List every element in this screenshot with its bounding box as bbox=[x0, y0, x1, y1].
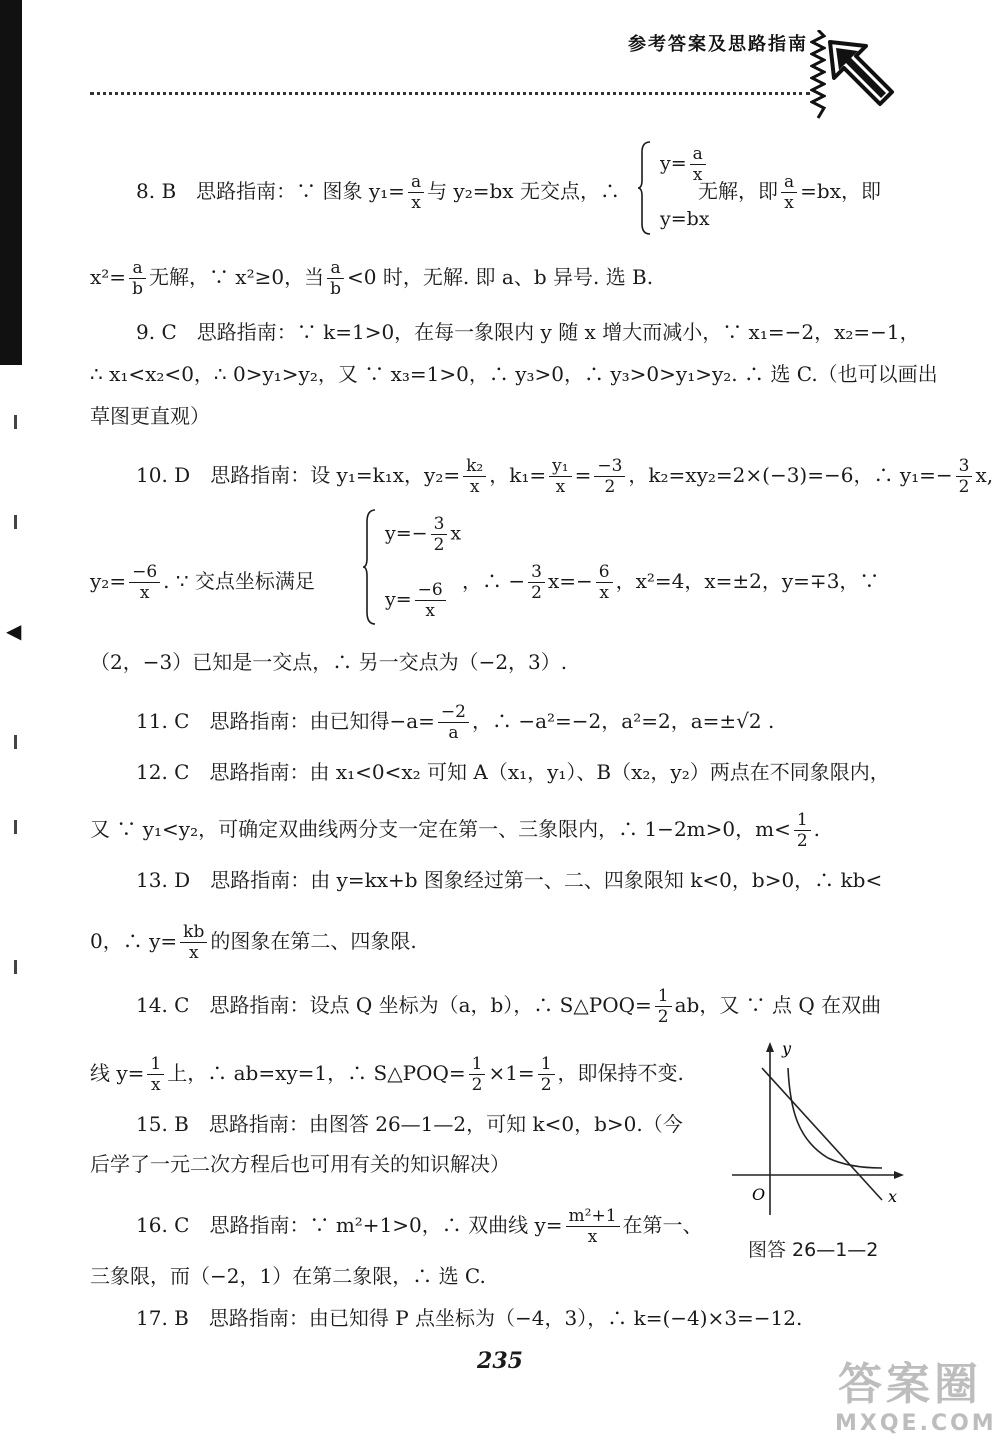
origin-label: O bbox=[752, 1185, 766, 1204]
q13-line1: 13. D 思路指南：由 y=kx+b 图象经过第一、二、四象限知 k<0，b>0，∴ kb< bbox=[136, 868, 883, 892]
x-axis-label: x bbox=[888, 1187, 898, 1206]
q10-line3: （2，−3）已知是一交点，∴ 另一交点为（−2，3）. bbox=[90, 650, 568, 674]
figure-hyperbola-line-graph bbox=[730, 1040, 910, 1220]
fraction: $\frac{1}{2}$ bbox=[469, 1054, 486, 1095]
page-number: 235 bbox=[477, 1348, 523, 1374]
fraction: $\frac{a}{x}$ bbox=[781, 172, 797, 213]
fraction: $\frac{3}{2}$ bbox=[956, 456, 973, 497]
fraction: $\frac{\text{m²+1}}{x}$ bbox=[566, 1206, 620, 1247]
arrow-up-left-icon bbox=[826, 38, 896, 108]
fraction: $\frac{\text{y₁}}{x}$ bbox=[549, 456, 571, 497]
fraction: $\frac{6}{x}$ bbox=[596, 562, 613, 603]
q9-line1: 9. C 思路指南：∵ k=1>0，在每一象限内 y 随 x 增大而减小，∵ x₁=−2，x₂=−1， bbox=[136, 320, 920, 344]
fraction: $\frac{a}{b}$ bbox=[129, 258, 146, 299]
fraction: $\frac{-3}{2}$ bbox=[594, 456, 625, 497]
fraction: $\frac{-2}{a}$ bbox=[438, 702, 469, 743]
q8-line2: x²= $\frac{a}{b}$ 无解，∵ x²≥0，当 $\frac{a}{b}$ <0 时，无解. 即 a、b 异号. 选 B. bbox=[90, 258, 654, 299]
fraction: $\frac{-6}{x}$ bbox=[129, 562, 160, 603]
q15-line2: 后学了一元二次方程后也可用有关的知识解决） bbox=[90, 1152, 510, 1176]
q16-line2: 三象限，而（−2，1）在第二象限，∴ 选 C. bbox=[90, 1264, 486, 1288]
straight-line bbox=[762, 1068, 882, 1200]
q8-line1: 8. B 思路指南：∵ 图象 y₁= $\frac{a}{x}$ 与 y₂=bx 无交点，∴ bbox=[136, 172, 620, 213]
q13-line2: 0，∴ y= $\frac{kb}{x}$ 的图象在第二、四象限. bbox=[90, 922, 417, 963]
q14-line1: 14. C 思路指南：设点 Q 坐标为（a，b），∴ S△POQ= $\frac{1}{2}$ ab，又 ∵ 点 Q 在双曲 bbox=[136, 986, 882, 1027]
margin-tick bbox=[14, 960, 17, 974]
fraction: $\frac{a}{x}$ bbox=[408, 172, 424, 213]
x-axis-arrow-icon bbox=[894, 1171, 904, 1179]
q12-line1: 12. C 思路指南：由 x₁<0<x₂ 可知 A（x₁，y₁）、B（x₂，y₂）两点在不同象限内， bbox=[136, 760, 890, 784]
fraction: $\frac{1}{2}$ bbox=[538, 1054, 555, 1095]
q8-equation-system: y= $\frac{a}{x}$ y=bx bbox=[638, 140, 698, 240]
fraction: $\frac{a}{x}$ bbox=[690, 144, 706, 185]
q11-line1: 11. C 思路指南：由已知得−a= $\frac{-2}{a}$ ，∴ −a²=−2，a²=2，a=±√2 . bbox=[136, 702, 775, 743]
page-header-title: 参考答案及思路指南 bbox=[628, 34, 808, 55]
q10-line1: 10. D 思路指南：设 y₁=k₁x，y₂= $\frac{\text{k₂}}{x}$ ，k₁= $\frac{\text{y₁}}{x}$ = $\frac{-3}{2}$ ，k₂=xy₂=2×(−3)=−6，∴ y₁=− $\frac{3}{2}$ x, bbox=[136, 456, 994, 497]
fraction: $\frac{1}{x}$ bbox=[147, 1054, 164, 1095]
y-axis-arrow-icon bbox=[766, 1042, 774, 1052]
q10-equation-system: y=− $\frac{3}{2}$ x y= $\frac{-6}{x}$ bbox=[363, 508, 463, 628]
left-triangle-icon: ◀ bbox=[6, 619, 22, 643]
fraction: $\frac{3}{2}$ bbox=[431, 514, 448, 555]
q9-line2: ∴ x₁<x₂<0，∴ 0>y₁>y₂，又 ∵ x₃=1>0，∴ y₃>0，∴ y₃>0>y₁>y₂. ∴ 选 C.（也可以画出 bbox=[90, 362, 938, 386]
margin-tick bbox=[14, 735, 17, 749]
figure-caption: 图答 26—1—2 bbox=[748, 1239, 879, 1261]
left-brace-icon bbox=[363, 508, 377, 626]
q16-line1: 16. C 思路指南：∵ m²+1>0，∴ 双曲线 y= $\frac{\text{m²+1}}{x}$ 在第一、 bbox=[136, 1206, 703, 1247]
site-watermark-logo: 答案圈 MXQE.COM bbox=[835, 1359, 997, 1436]
fraction: $\frac{kb}{x}$ bbox=[180, 922, 207, 963]
q12-line2: 又 ∵ y₁<y₂，可确定双曲线两分支一定在第一、三象限内，∴ 1−2m>0，m< $\frac{1}{2}$ . bbox=[90, 810, 821, 851]
fraction: $\frac{\text{k₂}}{x}$ bbox=[463, 456, 486, 497]
hyperbola-curve bbox=[788, 1068, 882, 1168]
fraction: $\frac{3}{2}$ bbox=[528, 562, 545, 603]
margin-tick bbox=[14, 415, 17, 429]
margin-tick bbox=[14, 515, 17, 529]
binding-strip bbox=[0, 0, 22, 365]
left-brace-icon bbox=[638, 140, 652, 236]
q8-line1-tail: 无解，即 $\frac{a}{x}$ =bx，即 bbox=[698, 172, 881, 213]
margin-tick bbox=[14, 820, 17, 834]
q15-line1: 15. B 思路指南：由图答 26—1—2，可知 k<0，b>0.（今 bbox=[136, 1112, 683, 1136]
fraction: $\frac{-6}{x}$ bbox=[415, 580, 446, 621]
header-dotted-rule bbox=[90, 92, 810, 95]
y-axis-label: y bbox=[782, 1040, 792, 1058]
fraction: $\frac{a}{b}$ bbox=[327, 258, 344, 299]
fraction: $\frac{1}{2}$ bbox=[794, 810, 811, 851]
q17-line1: 17. B 思路指南：由已知得 P 点坐标为（−4，3），∴ k=(−4)×3=−12. bbox=[136, 1306, 803, 1330]
fraction: $\frac{1}{2}$ bbox=[655, 986, 672, 1027]
q14-line2: 线 y= $\frac{1}{x}$ 上，∴ ab=xy=1，∴ S△POQ= $\frac{1}{2}$ ×1= $\frac{1}{2}$ ，即保持不变. bbox=[90, 1054, 684, 1095]
q10-line2-head: y₂= $\frac{-6}{x}$ . ∵ 交点坐标满足 bbox=[90, 562, 315, 603]
q9-line3: 草图更直观） bbox=[90, 404, 210, 428]
zigzag-border-icon bbox=[810, 30, 826, 120]
q10-line2-tail: ，∴ − $\frac{3}{2}$ x=− $\frac{6}{x}$ ，x²=4，x=±2，y=∓3，∵ bbox=[462, 562, 880, 603]
